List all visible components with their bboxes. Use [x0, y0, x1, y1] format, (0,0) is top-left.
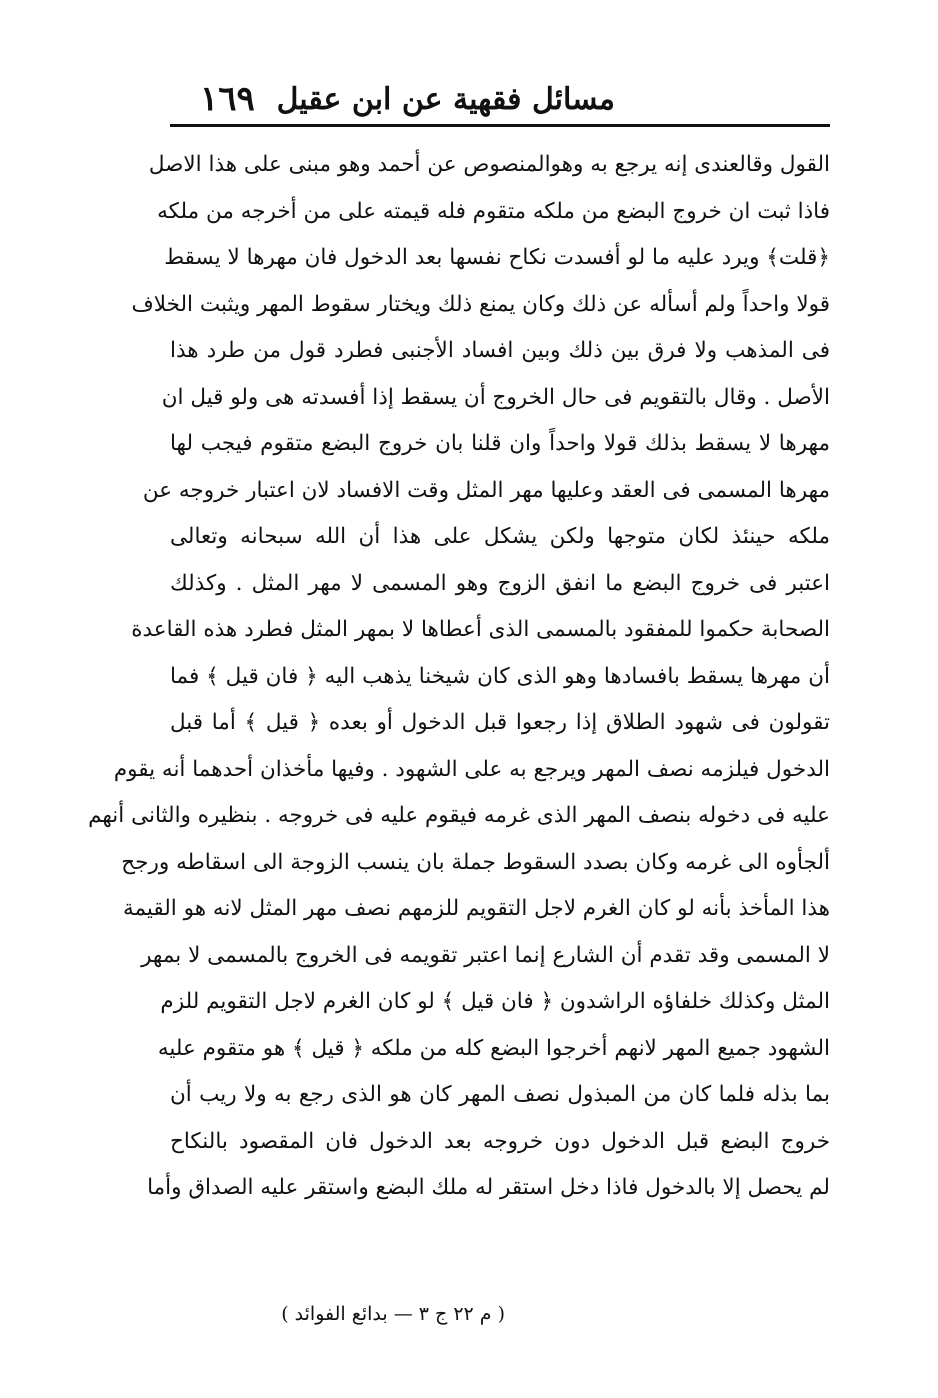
text-line: أن مهرها يسقط بافسادها وهو الذى كان شيخنا يذهب اليه ﴿ فان قيل ﴾ فما [170, 663, 830, 689]
text-line: لم يحصل إلا بالدخول فاذا دخل استقر له ملك البضع واستقر عليه الصداق وأما [147, 1175, 830, 1200]
text-line: لا المسمى وقد تقدم أن الشارع إنما اعتبر تقويمه فى الخروج بالمسمى لا بمهر [141, 942, 830, 968]
text-line: ملكه حينئذ لكان متوجها ولكن يشكل على هذا أن الله سبحانه وتعالى [170, 524, 830, 549]
text-line: تقولون فى شهود الطلاق إذا رجعوا قبل الدخول أو بعده ﴿ قيل ﴾ أما قبل [170, 710, 830, 735]
text-line: خروج البضع قبل الدخول دون خروجه بعد الدخول فان المقصود بالنكاح [170, 1128, 830, 1154]
text-line: ألجأوه الى غرمه وكان بصدد السقوط جملة بان ينسب الزوجة الى اسقاطه ورجح [121, 849, 830, 875]
text-line: القول وقالعندى إنه يرجع به وهوالمنصوص عن أحمد وهو مبنى على هذا الاصل [148, 152, 830, 177]
text-line: المثل وكذلك خلفاؤه الراشدون ﴿ فان قيل ﴾ لو كان الغرم لاجل التقويم للزم [160, 989, 830, 1014]
header-rule [170, 124, 830, 127]
text-line: فاذا ثبت ان خروج البضع من ملكه متقوم فله قيمته على من أخرجه من ملكه [157, 198, 830, 224]
page-number: ١٦٩ [200, 79, 255, 119]
text-line: عليه فى دخوله بنصف المهر الذى غرمه فيقوم عليه فى خروجه . بنظيره والثانى أنهم [88, 803, 830, 828]
body-text [88, 142, 830, 1212]
text-line: الصحابة حكموا للمفقود بالمسمى الذى أعطاها لا بمهر المثل فطرد هذه القاعدة [131, 617, 830, 642]
text-line: بما بذله فلما كان من المبذول نصف المهر كان هو الذى رجع به ولا ريب أن [170, 1082, 830, 1107]
page-header [170, 78, 830, 124]
printer-signature: ( م ٢٢ ج ٣ — بدائع الفوائد ) [281, 1303, 505, 1325]
text-line: هذا المأخذ بأنه لو كان الغرم لاجل التقويم للزمهم نصف مهر المثل لانه هو القيمة [122, 896, 830, 921]
text-line: الشهود جميع المهر لانهم أخرجوا البضع كله من ملكه ﴿ قيل ﴾ هو متقوم عليه [157, 1035, 830, 1061]
text-line: مهرها لا يسقط بذلك قولا واحداً وان قلنا بان خروج البضع متقوم فيجب لها [170, 431, 830, 456]
text-line: اعتبر فى خروج البضع ما انفق الزوج وهو المسمى لا مهر المثل . وكذلك [170, 570, 830, 596]
running-title: مسائل فقهية عن ابن عقيل [276, 82, 615, 117]
text-line: الدخول فيلزمه نصف المهر ويرجع به على الشهود . وفيها مأخذان أحدهما أنه يقوم [113, 756, 830, 782]
text-line: الأصل . وقال بالتقويم فى حال الخروج أن يسقط إذا أفسدته هى ولو قيل ان [161, 384, 830, 410]
text-line: فى المذهب ولا فرق بين ذلك وبين افساد الأجنبى فطرد قول من طرد هذا [170, 338, 830, 363]
text-line: مهرها المسمى فى العقد وعليها مهر المثل وقت الافساد لان اعتبار خروجه عن [142, 477, 830, 503]
text-line: قولا واحداً ولم أسأله عن ذلك وكان يمنع ذلك ويختار سقوط المهر ويثبت الخلاف [131, 291, 830, 317]
text-line: ﴿قلت﴾ ويرد عليه ما لو أفسدت نكاح نفسها بعد الدخول فان مهرها لا يسقط [164, 245, 830, 270]
